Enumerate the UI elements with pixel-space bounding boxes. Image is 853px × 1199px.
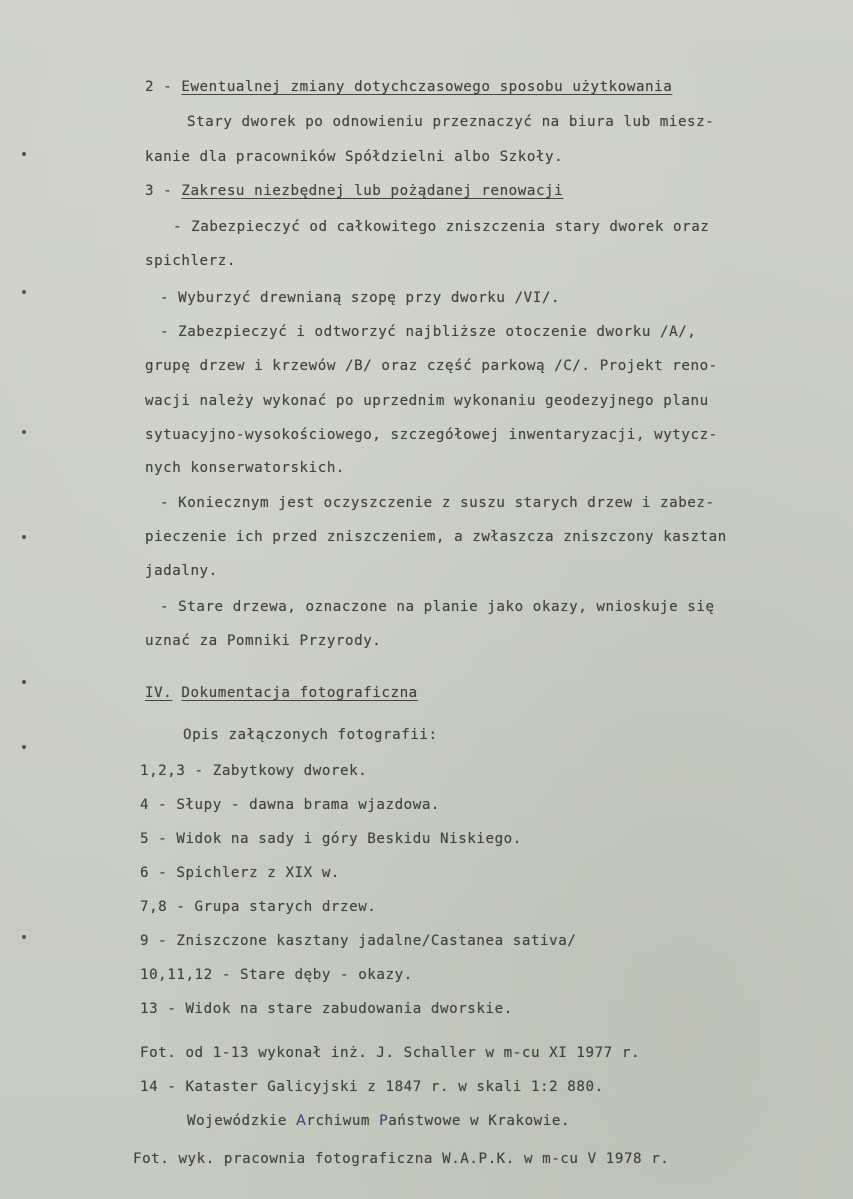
margin-dot <box>22 290 26 294</box>
photo-list-item: 5 - Widok na sady i góry Beskidu Niskiego. <box>140 831 522 847</box>
photo-list-item: 4 - Słupy - dawna brama wjazdowa. <box>140 797 441 813</box>
section-2-para-line-2: kanie dla pracowników Spółdzielni albo Szkoły. <box>145 149 564 165</box>
photo-list-item: 6 - Spichlerz z XIX w. <box>140 865 341 881</box>
section-3-heading-line <box>145 182 563 200</box>
section-3-item-3-line-1: - Zabezpieczyć i odtworzyć najbliższe otoczenie dworku /A/, <box>160 324 697 340</box>
margin-dot <box>22 152 26 156</box>
section-3-heading: Zakresu niezbędnej lub pożądanej renowacji <box>181 183 564 199</box>
photo-credit: Fot. od 1-13 wykonał inż. J. Schaller w m-cu XI 1977 r. <box>140 1045 641 1061</box>
section-3-item-3-line-4: sytuacyjno-wysokościowego, szczegółowej inwentaryzacji, wytycz- <box>145 427 718 443</box>
archive-text: aństwowe w Krakowie. <box>388 1113 571 1129</box>
section-3-item-5-line-1: - Stare drzewa, oznaczone na planie jako okazy, wnioskuje się <box>160 599 715 615</box>
margin-dot <box>22 535 26 539</box>
section-3-item-3-line-5: nych konserwatorskich. <box>145 460 346 476</box>
section-4-heading: Dokumentacja fotograficzna <box>181 685 418 701</box>
photo-description-intro: Opis załączonych fotografii: <box>183 727 438 743</box>
margin-dot <box>22 680 26 684</box>
photo-list-item: 10,11,12 - Stare dęby - okazy. <box>140 967 413 983</box>
archive-text: Wojewódzkie <box>187 1113 297 1129</box>
section-3-item-3-line-2: grupę drzew i krzewów /B/ oraz część parkową /C/. Projekt reno- <box>145 358 718 374</box>
margin-dot <box>22 745 26 749</box>
photo-list-item: 7,8 - Grupa starych drzew. <box>140 899 377 915</box>
section-3-item-1-line-2: spichlerz. <box>145 253 236 269</box>
section-3-item-2-line-1: - Wyburzyć drewnianą szopę przy dworku /VI/. <box>160 290 561 306</box>
section-4-number: IV. <box>145 685 173 701</box>
section-2-number: 2 - <box>145 79 173 95</box>
photo-list-item: 9 - Zniszczone kasztany jadalne/Castanea sativa/ <box>140 933 577 949</box>
photo-list-item: 13 - Widok na stare zabudowania dworskie. <box>140 1001 513 1017</box>
section-3-item-4-line-3: jadalny. <box>145 563 218 579</box>
section-3-item-1-line-1: - Zabezpieczyć od całkowitego zniszczenia stary dworek oraz <box>173 219 710 235</box>
section-3-item-3-line-3: wacji należy wykonać po uprzednim wykonaniu geodezyjnego planu <box>145 393 709 409</box>
archive-text: rchiwum <box>306 1113 380 1129</box>
section-4-heading-line <box>145 684 418 702</box>
section-3-item-5-line-2: uznać za Pomniki Przyrody. <box>145 633 382 649</box>
section-3-item-4-line-2: pieczenie ich przed zniszczeniem, a zwłaszcza zniszczony kasztan <box>145 529 727 545</box>
margin-dot <box>22 935 26 939</box>
handwritten-letter-p: P <box>379 1113 389 1129</box>
margin-dot <box>22 430 26 434</box>
handwritten-letter-a: A <box>296 1113 307 1129</box>
cadastre-line: 14 - Kataster Galicyjski z 1847 r. w skali 1:2 880. <box>140 1079 604 1095</box>
photo-lab-credit: Fot. wyk. pracownia fotograficzna W.A.P.K. w m-cu V 1978 r. <box>133 1151 670 1167</box>
section-2-heading: Ewentualnej zmiany dotychczasowego sposobu użytkowania <box>181 79 673 95</box>
section-2-heading-line <box>145 78 672 96</box>
photo-list-item: 1,2,3 - Zabytkowy dworek. <box>140 763 368 779</box>
section-3-number: 3 - <box>145 183 173 199</box>
section-3-item-4-line-1: - Koniecznym jest oczyszczenie z suszu starych drzew i zabez- <box>160 495 715 511</box>
archive-line <box>187 1112 570 1130</box>
section-2-para-line-1: Stary dworek po odnowieniu przeznaczyć na biura lub miesz- <box>187 114 715 130</box>
